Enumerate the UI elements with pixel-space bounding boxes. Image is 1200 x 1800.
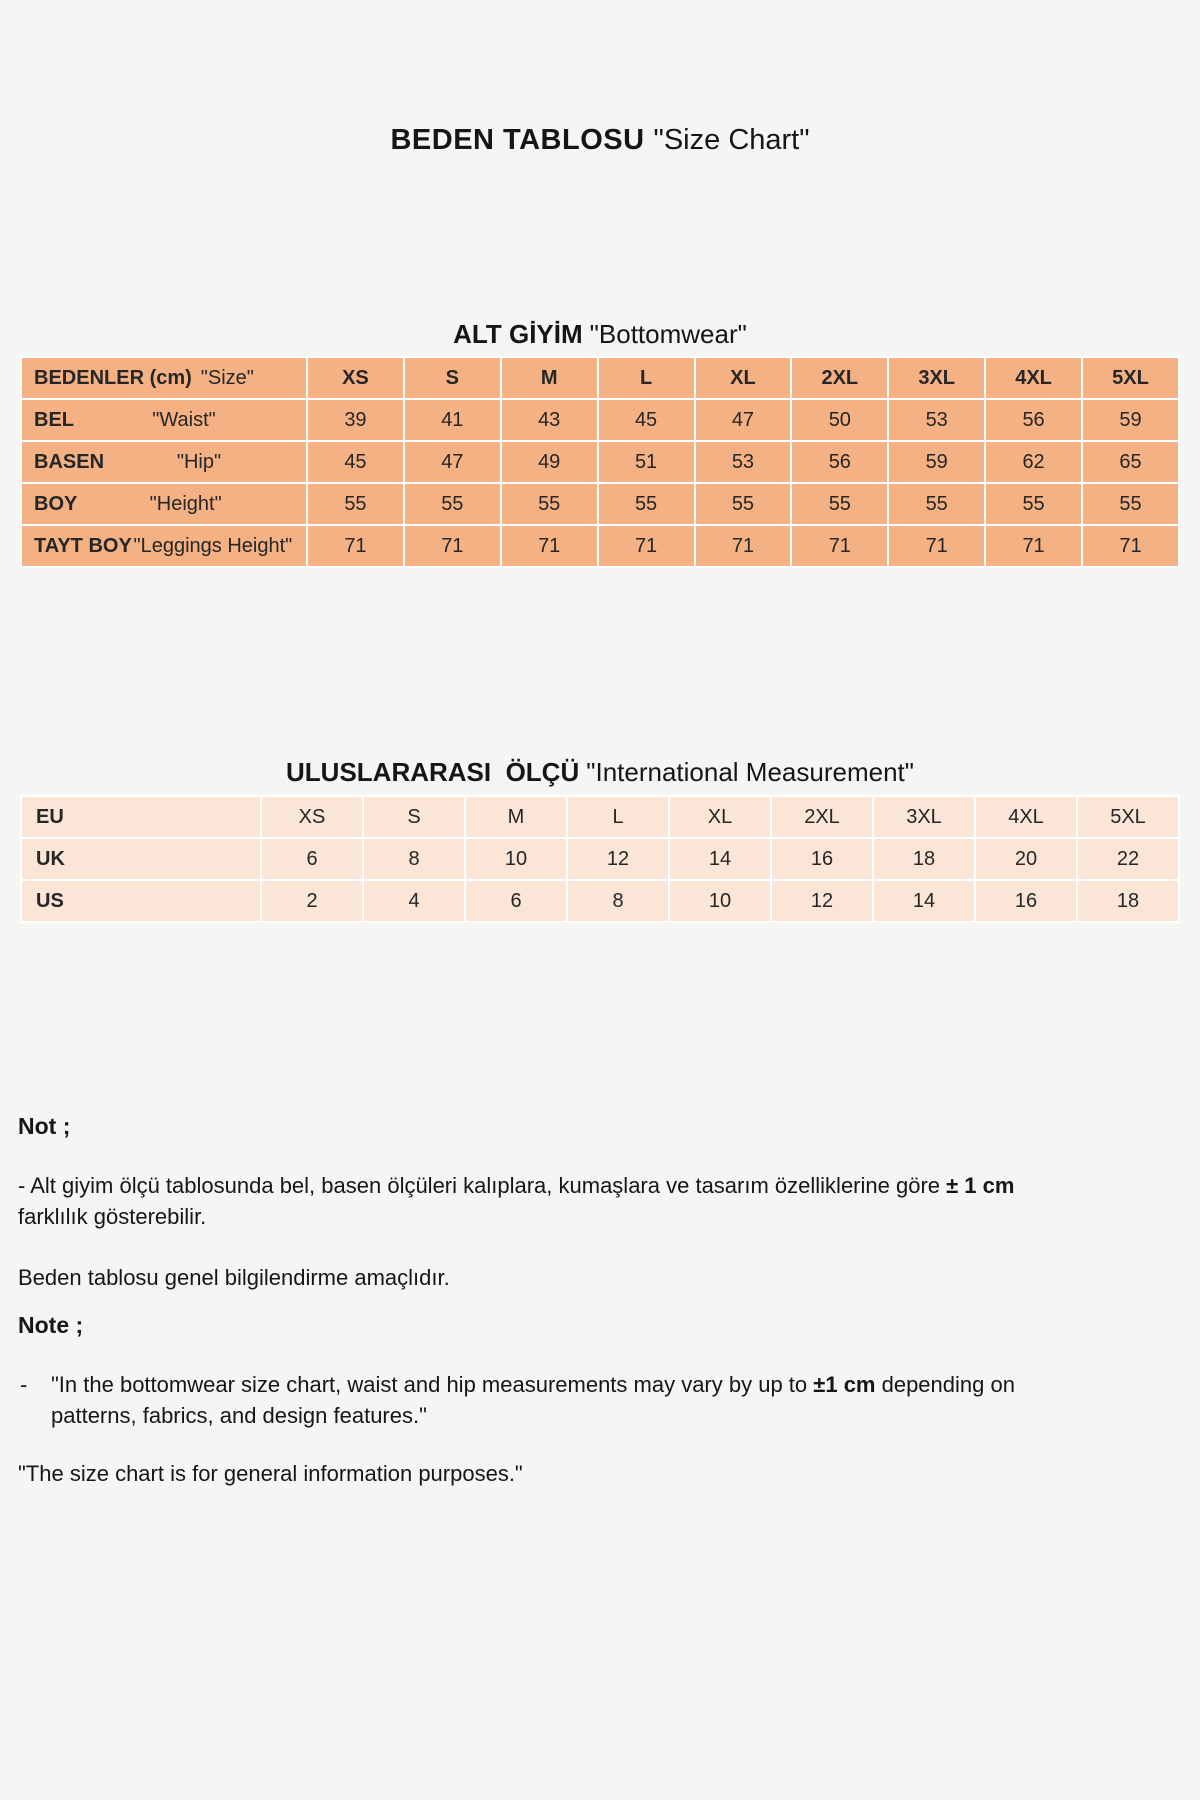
uk-row-label: UK bbox=[21, 838, 261, 880]
hip-row bbox=[21, 441, 1179, 483]
uk-row bbox=[21, 838, 1179, 880]
leggings-height-value-cell: 71 bbox=[695, 525, 792, 567]
height-value-cell: 55 bbox=[404, 483, 501, 525]
size-header-cell: S bbox=[404, 357, 501, 399]
eu-value-cell: 4XL bbox=[975, 796, 1077, 838]
leggings-height-row-label-cell bbox=[21, 525, 307, 567]
waist-value-cell: 59 bbox=[1082, 399, 1179, 441]
uk-value-cell: 10 bbox=[465, 838, 567, 880]
turkish-note-text bbox=[18, 1170, 1186, 1232]
leggings-height-label-en: "Leggings Height" bbox=[133, 534, 293, 557]
height-value-cell: 55 bbox=[1082, 483, 1179, 525]
hip-value-cell: 51 bbox=[598, 441, 695, 483]
height-value-cell: 55 bbox=[888, 483, 985, 525]
hip-label-tr: BASEN bbox=[34, 450, 105, 473]
height-value-cell: 55 bbox=[307, 483, 404, 525]
eu-value-cell: 3XL bbox=[873, 796, 975, 838]
section-heading-bottomwear-tr: ALT GİYİM bbox=[453, 319, 583, 349]
english-note-heading: Note ; bbox=[18, 1312, 84, 1338]
bottomwear-header-label-en: "Size" bbox=[200, 366, 254, 389]
english-note-text bbox=[20, 1369, 1170, 1431]
size-header-cell: M bbox=[501, 357, 598, 399]
bottomwear-size-table bbox=[20, 356, 1180, 568]
eu-value-cell: S bbox=[363, 796, 465, 838]
hip-value-cell: 53 bbox=[695, 441, 792, 483]
size-header-cell: XL bbox=[695, 357, 792, 399]
turkish-note-tolerance: ± 1 cm bbox=[946, 1173, 1015, 1198]
uk-value-cell: 6 bbox=[261, 838, 363, 880]
eu-row bbox=[21, 796, 1179, 838]
english-general-note: "The size chart is for general information purposes." bbox=[18, 1461, 523, 1486]
size-header-cell: L bbox=[598, 357, 695, 399]
turkish-general-note: Beden tablosu genel bilgilendirme amaçlıdır. bbox=[18, 1265, 450, 1290]
turkish-note-line2: farklılık gösterebilir. bbox=[18, 1204, 207, 1229]
waist-value-cell: 47 bbox=[695, 399, 792, 441]
size-header-cell: 4XL bbox=[985, 357, 1082, 399]
height-row bbox=[21, 483, 1179, 525]
height-label-en: "Height" bbox=[149, 492, 222, 515]
eu-row-label: EU bbox=[21, 796, 261, 838]
leggings-height-value-cell: 71 bbox=[307, 525, 404, 567]
uk-value-cell: 22 bbox=[1077, 838, 1179, 880]
turkish-note-line1: - Alt giyim ölçü tablosunda bel, basen ölçüleri kalıplara, kumaşlara ve tasarım özelliklerine göre bbox=[18, 1173, 947, 1198]
leggings-height-value-cell: 71 bbox=[404, 525, 501, 567]
waist-label-tr: BEL bbox=[34, 408, 74, 431]
us-value-cell: 10 bbox=[669, 880, 771, 922]
us-row-label: US bbox=[21, 880, 261, 922]
uk-value-cell: 16 bbox=[771, 838, 873, 880]
leggings-height-row bbox=[21, 525, 1179, 567]
leggings-height-value-cell: 71 bbox=[888, 525, 985, 567]
section-heading-international-tr: ULUSLARARASI ÖLÇÜ bbox=[286, 757, 580, 787]
us-value-cell: 18 bbox=[1077, 880, 1179, 922]
height-row-label-cell bbox=[21, 483, 307, 525]
height-label-tr: BOY bbox=[34, 492, 78, 515]
waist-value-cell: 50 bbox=[791, 399, 888, 441]
section-heading-bottomwear bbox=[0, 319, 1200, 350]
us-value-cell: 14 bbox=[873, 880, 975, 922]
english-note-tolerance: ±1 cm bbox=[813, 1372, 876, 1397]
uk-value-cell: 12 bbox=[567, 838, 669, 880]
hip-value-cell: 62 bbox=[985, 441, 1082, 483]
us-value-cell: 4 bbox=[363, 880, 465, 922]
us-value-cell: 8 bbox=[567, 880, 669, 922]
hip-value-cell: 49 bbox=[501, 441, 598, 483]
uk-value-cell: 8 bbox=[363, 838, 465, 880]
waist-value-cell: 45 bbox=[598, 399, 695, 441]
hip-value-cell: 65 bbox=[1082, 441, 1179, 483]
page-title-tr: BEDEN TABLOSU bbox=[390, 124, 645, 156]
page-title bbox=[0, 124, 1200, 157]
height-value-cell: 55 bbox=[985, 483, 1082, 525]
eu-value-cell: 2XL bbox=[771, 796, 873, 838]
turkish-note-heading: Not ; bbox=[18, 1113, 71, 1139]
height-value-cell: 55 bbox=[501, 483, 598, 525]
english-note-dash: - bbox=[20, 1372, 28, 1397]
section-heading-bottomwear-en: "Bottomwear" bbox=[589, 319, 747, 349]
hip-value-cell: 45 bbox=[307, 441, 404, 483]
leggings-height-value-cell: 71 bbox=[791, 525, 888, 567]
eu-value-cell: XS bbox=[261, 796, 363, 838]
bottomwear-header-row bbox=[21, 357, 1179, 399]
page-title-en: "Size Chart" bbox=[653, 124, 810, 156]
waist-value-cell: 43 bbox=[501, 399, 598, 441]
hip-row-label-cell bbox=[21, 441, 307, 483]
waist-row bbox=[21, 399, 1179, 441]
leggings-height-label-tr: TAYT BOY bbox=[34, 534, 132, 557]
size-header-cell: 3XL bbox=[888, 357, 985, 399]
section-heading-international-en: "International Measurement" bbox=[586, 757, 914, 787]
size-header-cell: 5XL bbox=[1082, 357, 1179, 399]
bottomwear-header-label-tr: BEDENLER (cm) bbox=[34, 366, 192, 389]
us-row bbox=[21, 880, 1179, 922]
waist-label-en: "Waist" bbox=[152, 408, 216, 431]
us-value-cell: 6 bbox=[465, 880, 567, 922]
waist-value-cell: 39 bbox=[307, 399, 404, 441]
waist-value-cell: 41 bbox=[404, 399, 501, 441]
bottomwear-header-label-cell bbox=[21, 357, 307, 399]
english-note-line1-end: depending on bbox=[875, 1372, 1015, 1397]
us-value-cell: 2 bbox=[261, 880, 363, 922]
english-note-line2: patterns, fabrics, and design features." bbox=[51, 1403, 427, 1428]
size-header-cell: XS bbox=[307, 357, 404, 399]
eu-value-cell: L bbox=[567, 796, 669, 838]
hip-label-en: "Hip" bbox=[176, 450, 222, 473]
hip-value-cell: 59 bbox=[888, 441, 985, 483]
leggings-height-value-cell: 71 bbox=[985, 525, 1082, 567]
hip-value-cell: 56 bbox=[791, 441, 888, 483]
waist-value-cell: 56 bbox=[985, 399, 1082, 441]
english-note-body bbox=[51, 1369, 1170, 1431]
us-value-cell: 16 bbox=[975, 880, 1077, 922]
english-note-line1: "In the bottomwear size chart, waist and hip measurements may vary by up to bbox=[51, 1372, 814, 1397]
eu-value-cell: M bbox=[465, 796, 567, 838]
size-header-cell: 2XL bbox=[791, 357, 888, 399]
leggings-height-value-cell: 71 bbox=[501, 525, 598, 567]
uk-value-cell: 18 bbox=[873, 838, 975, 880]
height-value-cell: 55 bbox=[598, 483, 695, 525]
eu-value-cell: 5XL bbox=[1077, 796, 1179, 838]
international-size-table bbox=[20, 795, 1180, 923]
height-value-cell: 55 bbox=[791, 483, 888, 525]
waist-row-label-cell bbox=[21, 399, 307, 441]
height-value-cell: 55 bbox=[695, 483, 792, 525]
section-heading-international bbox=[0, 757, 1200, 788]
uk-value-cell: 20 bbox=[975, 838, 1077, 880]
us-value-cell: 12 bbox=[771, 880, 873, 922]
eu-value-cell: XL bbox=[669, 796, 771, 838]
uk-value-cell: 14 bbox=[669, 838, 771, 880]
hip-value-cell: 47 bbox=[404, 441, 501, 483]
leggings-height-value-cell: 71 bbox=[598, 525, 695, 567]
leggings-height-value-cell: 71 bbox=[1082, 525, 1179, 567]
waist-value-cell: 53 bbox=[888, 399, 985, 441]
